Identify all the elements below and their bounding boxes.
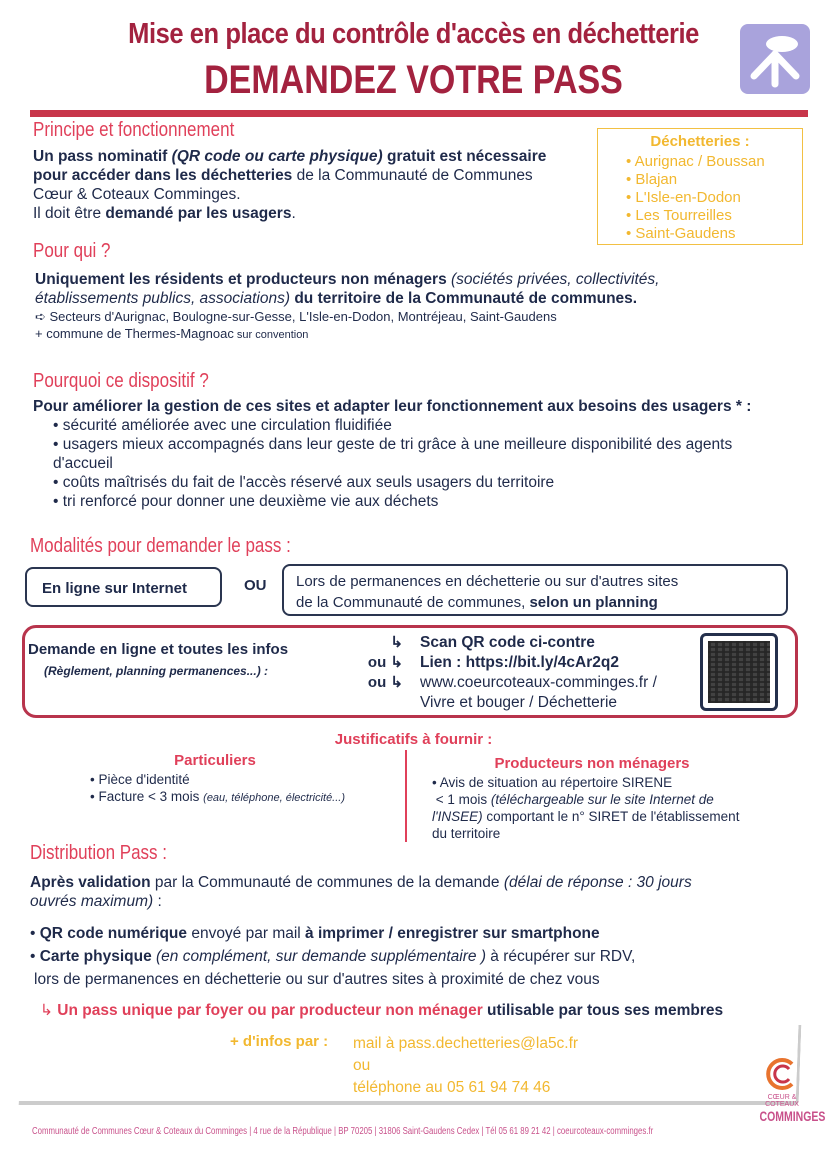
- particuliers-column: Particuliers • Pièce d'identité • Facture < 3 mois (eau, téléphone, électricité...): [90, 752, 346, 804]
- contact-phone[interactable]: téléphone au 05 61 94 74 46: [353, 1079, 551, 1096]
- arrow-icon: ↳: [390, 674, 403, 691]
- page-subtitle: DEMANDEZ VOTRE PASS: [204, 58, 623, 102]
- arrow-icon: ↳: [390, 654, 403, 671]
- section-heading-pourquoi: Pourquoi ce dispositif ?: [33, 370, 209, 392]
- waste-disposal-logo-icon: [740, 24, 810, 94]
- online-option-box: En ligne sur Internet: [25, 567, 222, 607]
- justificatifs-heading: Justificatifs à fournir :: [334, 731, 493, 748]
- benefit-item: • usagers mieux accompagnés dans leur geste de tri grâce à une meilleure disponibilité des agents d'accueil: [53, 435, 773, 473]
- short-link[interactable]: Lien : https://bit.ly/4cAr2q2: [420, 654, 619, 671]
- dechetterie-item: • Saint-Gaudens: [626, 225, 802, 243]
- website-link[interactable]: www.coeurcoteaux-comminges.fr /: [420, 674, 657, 691]
- section-heading-distribution: Distribution Pass :: [30, 842, 167, 864]
- header-divider: [30, 110, 808, 117]
- producteurs-column: Producteurs non ménagers • Avis de situation au répertoire SIRENE < 1 mois (téléchargeable sur le site Internet de l'INSEE) comportant le n° SIRET de l'établissement du territoire: [432, 755, 740, 841]
- section-heading-modalites: Modalités pour demander le pass :: [30, 535, 291, 557]
- arrow-icon: ↳: [40, 1002, 58, 1019]
- benefit-item: • tri renforcé pour donner une deuxième vie aux déchets: [53, 492, 773, 511]
- or-arrows: ↳ ou ↳ ou ↳: [367, 634, 403, 691]
- or-label: OU: [244, 577, 267, 594]
- dechetteries-box: Déchetteries : • Aurignac / Boussan • Blajan • L'Isle-en-Dodon • Les Tourreilles • Saint-Gaudens: [597, 128, 803, 245]
- distribution-text: Après validation par la Communauté de communes de la demande (délai de réponse : 30 jours ouvrés maximum) : • QR code numérique envoyé par mail à imprimer / enregistrer sur smartphone • Carte physique (en complément, sur demande supplémentaire ) à récupérer sur RDV, lors de permanences en déchetterie ou sur d'autres sites à proximité de chez vous ↳ Un pass unique par foyer ou par producteur non ménager utilisable par tous ses membres: [30, 874, 724, 1019]
- arrow-right-icon: ➪: [35, 309, 50, 324]
- comminges-logo: CŒUR & COTEAUX COMMINGES: [752, 1056, 812, 1124]
- dechetterie-item: • Aurignac / Boussan: [626, 153, 802, 171]
- contact-email[interactable]: mail à pass.dechetteries@la5c.fr: [353, 1035, 579, 1052]
- dechetterie-item: • Les Tourreilles: [626, 207, 802, 225]
- arrow-icon: ↳: [390, 634, 403, 651]
- contact-details: mail à pass.dechetteries@la5c.fr ou téléphone au 05 61 94 74 46: [353, 1033, 578, 1099]
- pourquoi-text: Pour améliorer la gestion de ces sites et adapter leur fonctionnement aux besoins des usagers * : • sécurité améliorée avec une circulation fluidifiée • usagers mieux accompagnés dans leur geste de tri grâce à une meilleure disponibilité des agents d'accueil • coûts maîtrisés du fait de l'accès réservé aux seuls usagers du territoire • tri renforcé pour donner une deuxième vie aux déchets: [33, 397, 813, 511]
- benefit-item: • sécurité améliorée avec une circulation fluidifiée: [53, 416, 773, 435]
- principe-text: Un pass nominatif (QR code ou carte physique) gratuit est nécessaire pour accéder dans les déchetteries de la Communauté de Communes Cœur & Coteaux Comminges. Il doit être demandé par les usagers.: [33, 148, 547, 222]
- online-request-subtitle: (Règlement, planning permanences...) :: [44, 664, 269, 678]
- page-title: Mise en place du contrôle d'accès en déchetterie: [128, 18, 699, 50]
- benefit-item: • coûts maîtrisés du fait de l'accès réservé aux seuls usagers du territoire: [53, 473, 773, 492]
- dechetterie-item: • Blajan: [626, 171, 802, 189]
- qr-code[interactable]: [700, 633, 778, 711]
- permanence-option-box: Lors de permanences en déchetterie ou sur d'autres sites de la Communauté de communes, selon un planning: [282, 564, 788, 616]
- pour-qui-text: Uniquement les résidents et producteurs non ménagers (sociétés privées, collectivités, établissements publics, associations) du territoire de la Communauté de communes. ➪ Secteurs d'Aurignac, Boulogne-sur-Gesse, L'Isle-en-Dodon, Montréjeau, Saint-Gaudens + commune de Thermes-Magnoac sur convention: [35, 271, 660, 341]
- section-heading-pour-qui: Pour qui ?: [33, 240, 111, 262]
- contact-label: + d'infos par :: [230, 1033, 329, 1050]
- section-heading-principe: Principe et fonctionnement: [33, 119, 235, 141]
- footer-text: Communauté de Communes Cœur & Coteaux du Comminges | 4 rue de la République | BP 70205 | 31806 Saint-Gaudens Cedex | Tél 05 61 89 21 42 | coeurcoteaux-comminges.fr: [32, 1126, 654, 1137]
- online-request-title: Demande en ligne et toutes les infos: [28, 641, 289, 658]
- online-links: Scan QR code ci-contre Lien : https://bit.ly/4cAr2q2 www.coeurcoteaux-comminges.fr / Vivre et bouger / Déchetterie: [420, 634, 657, 711]
- dechetterie-item: • L'Isle-en-Dodon: [626, 189, 802, 207]
